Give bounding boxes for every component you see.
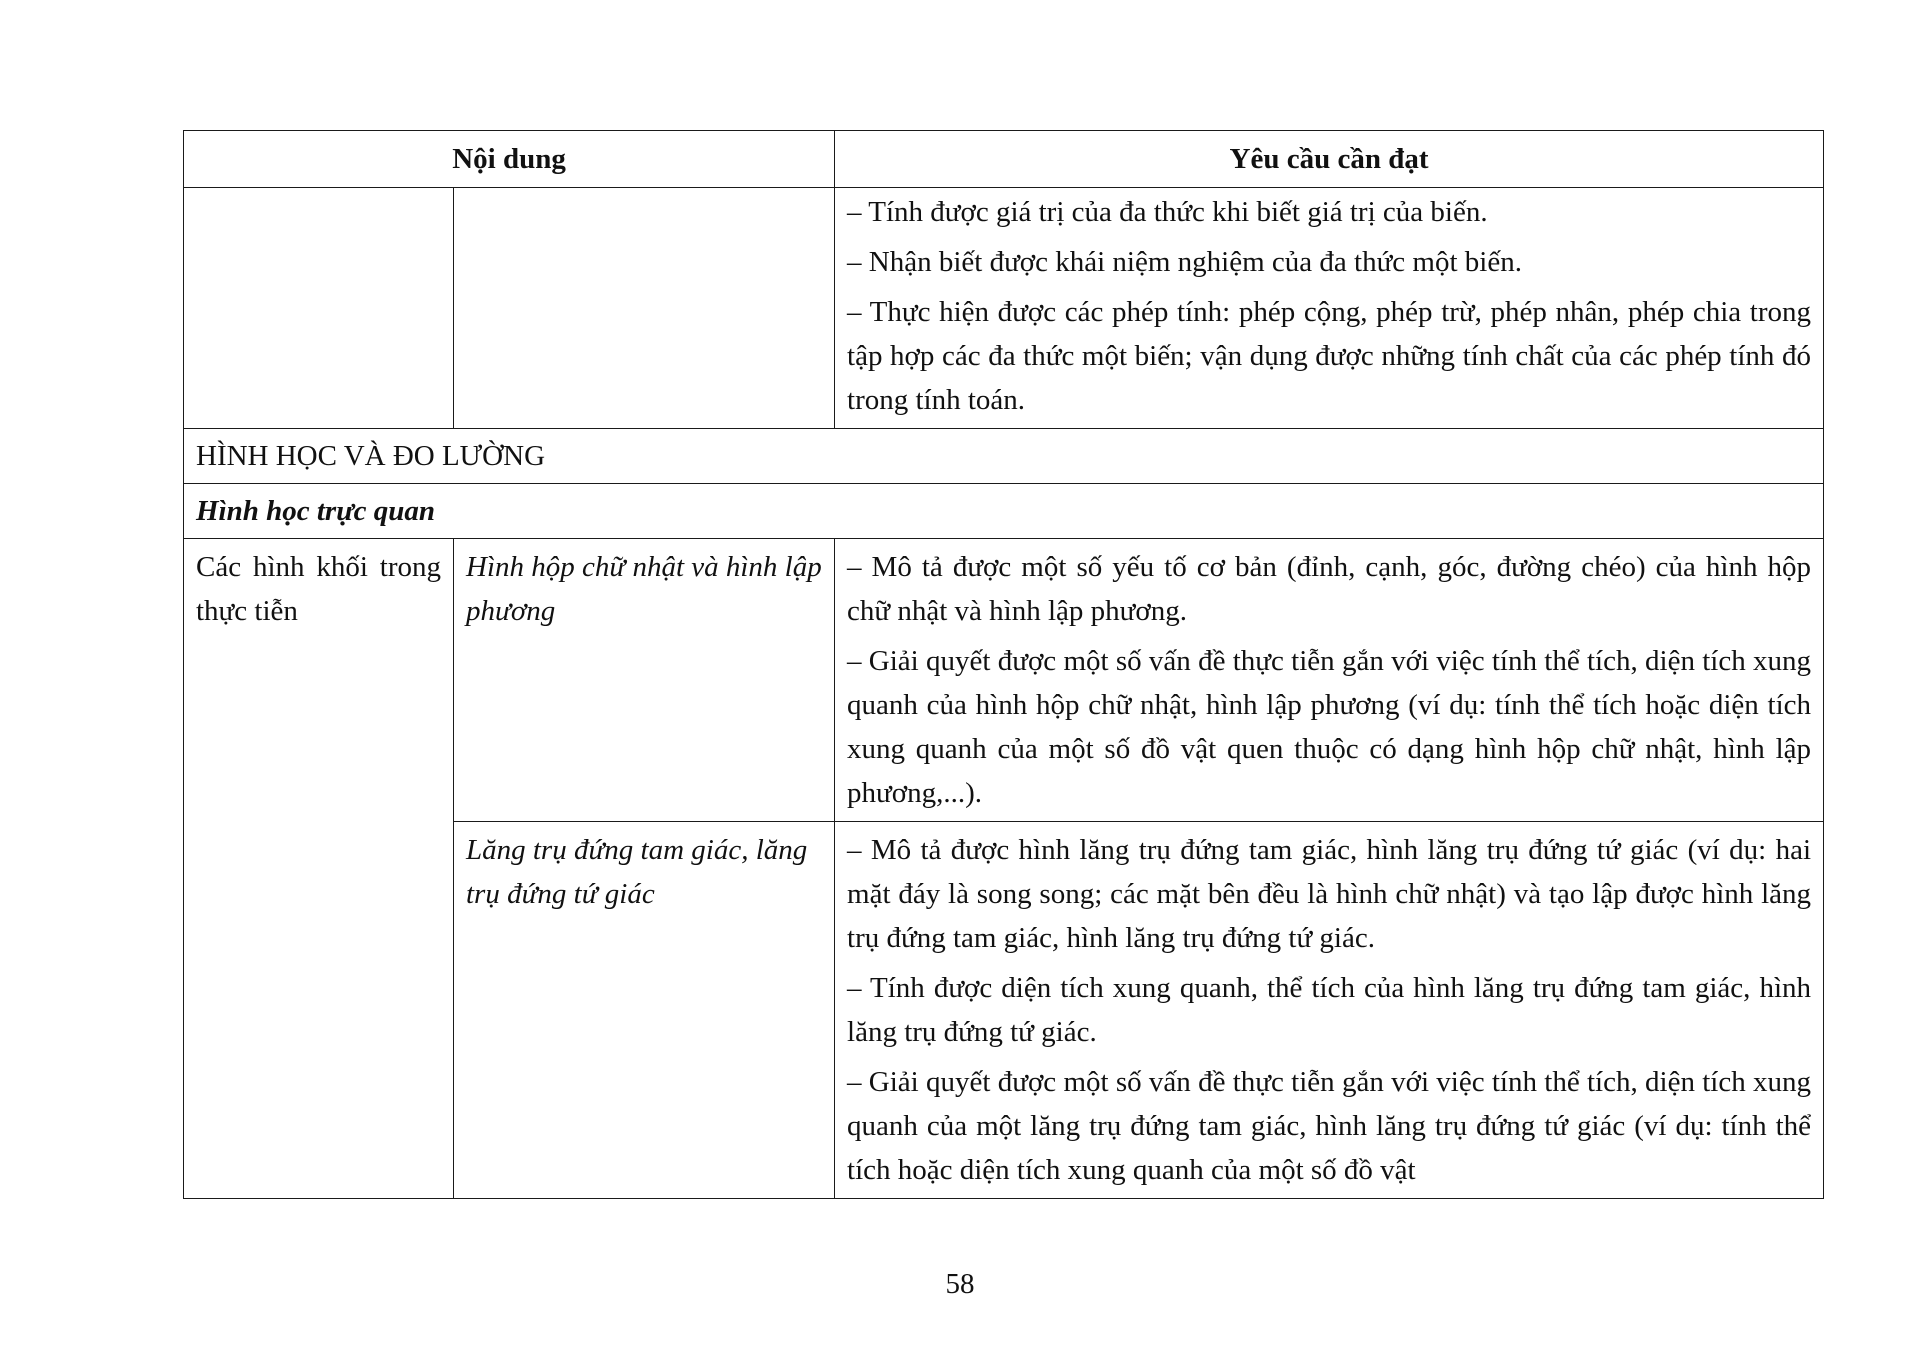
empty-subtopic-cell bbox=[454, 188, 835, 429]
requirements-list bbox=[847, 828, 1811, 1192]
subtopic-name: Hình hộp chữ nhật và hình lập phương bbox=[454, 539, 835, 822]
section-heading: HÌNH HỌC VÀ ĐO LƯỜNG bbox=[184, 429, 1824, 484]
requirement-item: – Tính được diện tích xung quanh, thể tích của hình lăng trụ đứng tam giác, hình lăng trụ đứng tứ giác. bbox=[847, 972, 1812, 1048]
requirement-item: – Tính được giá trị của đa thức khi biết giá trị của biến. bbox=[847, 196, 1488, 228]
requirement-item: – Nhận biết được khái niệm nghiệm của đa thức một biến. bbox=[847, 246, 1522, 278]
subsection-heading: Hình học trực quan bbox=[184, 484, 1824, 539]
requirement-item: – Mô tả được hình lăng trụ đứng tam giác, hình lăng trụ đứng tứ giác (ví dụ: hai mặt đáy là song song; các mặt bên đều là hình chữ nhật) và tạo lập được hình lăng trụ đứng tam giác, hình lăng trụ đứng tứ giác. bbox=[847, 834, 1812, 954]
curriculum-table bbox=[183, 130, 1824, 1199]
header-requirements: Yêu cầu cần đạt bbox=[835, 131, 1824, 188]
requirements-list bbox=[847, 190, 1811, 422]
empty-topic-cell bbox=[184, 188, 454, 429]
requirement-item: – Giải quyết được một số vấn đề thực tiễn gắn với việc tính thể tích, diện tích xung quanh của một lăng trụ đứng tam giác, hình lăng trụ đứng tứ giác (ví dụ: tính thể tích hoặc diện tích xung quanh của một số đồ vật bbox=[847, 1066, 1812, 1186]
section-row bbox=[184, 429, 1824, 484]
requirements-cell bbox=[835, 188, 1824, 429]
requirements-cell bbox=[835, 822, 1824, 1199]
requirements-cell bbox=[835, 539, 1824, 822]
requirement-item: – Mô tả được một số yếu tố cơ bản (đỉnh, cạnh, góc, đường chéo) của hình hộp chữ nhật và hình lập phương. bbox=[847, 551, 1812, 627]
topic-cell: Các hình khối trong thực tiễn bbox=[184, 539, 454, 1199]
requirement-item: – Thực hiện được các phép tính: phép cộng, phép trừ, phép nhân, phép chia trong tập hợp các đa thức một biến; vận dụng được những tính chất của các phép tính đó trong tính toán. bbox=[847, 296, 1812, 416]
table-header-row bbox=[184, 131, 1824, 188]
subtopic-name: Lăng trụ đứng tam giác, lăng trụ đứng tứ giác bbox=[454, 822, 835, 1199]
requirements-list bbox=[847, 545, 1811, 815]
page-number: 58 bbox=[945, 1268, 975, 1300]
subsection-row bbox=[184, 484, 1824, 539]
header-content: Nội dung bbox=[184, 131, 835, 188]
requirement-item: – Giải quyết được một số vấn đề thực tiễn gắn với việc tính thể tích, diện tích xung quanh của hình hộp chữ nhật, hình lập phương (ví dụ: tính thể tích hoặc diện tích xung quanh của một số đồ vật quen thuộc có dạng hình hộp chữ nhật, hình lập phương,...). bbox=[847, 645, 1812, 809]
table-row-subtopic-1 bbox=[184, 539, 1824, 822]
table-row-continued bbox=[184, 188, 1824, 429]
